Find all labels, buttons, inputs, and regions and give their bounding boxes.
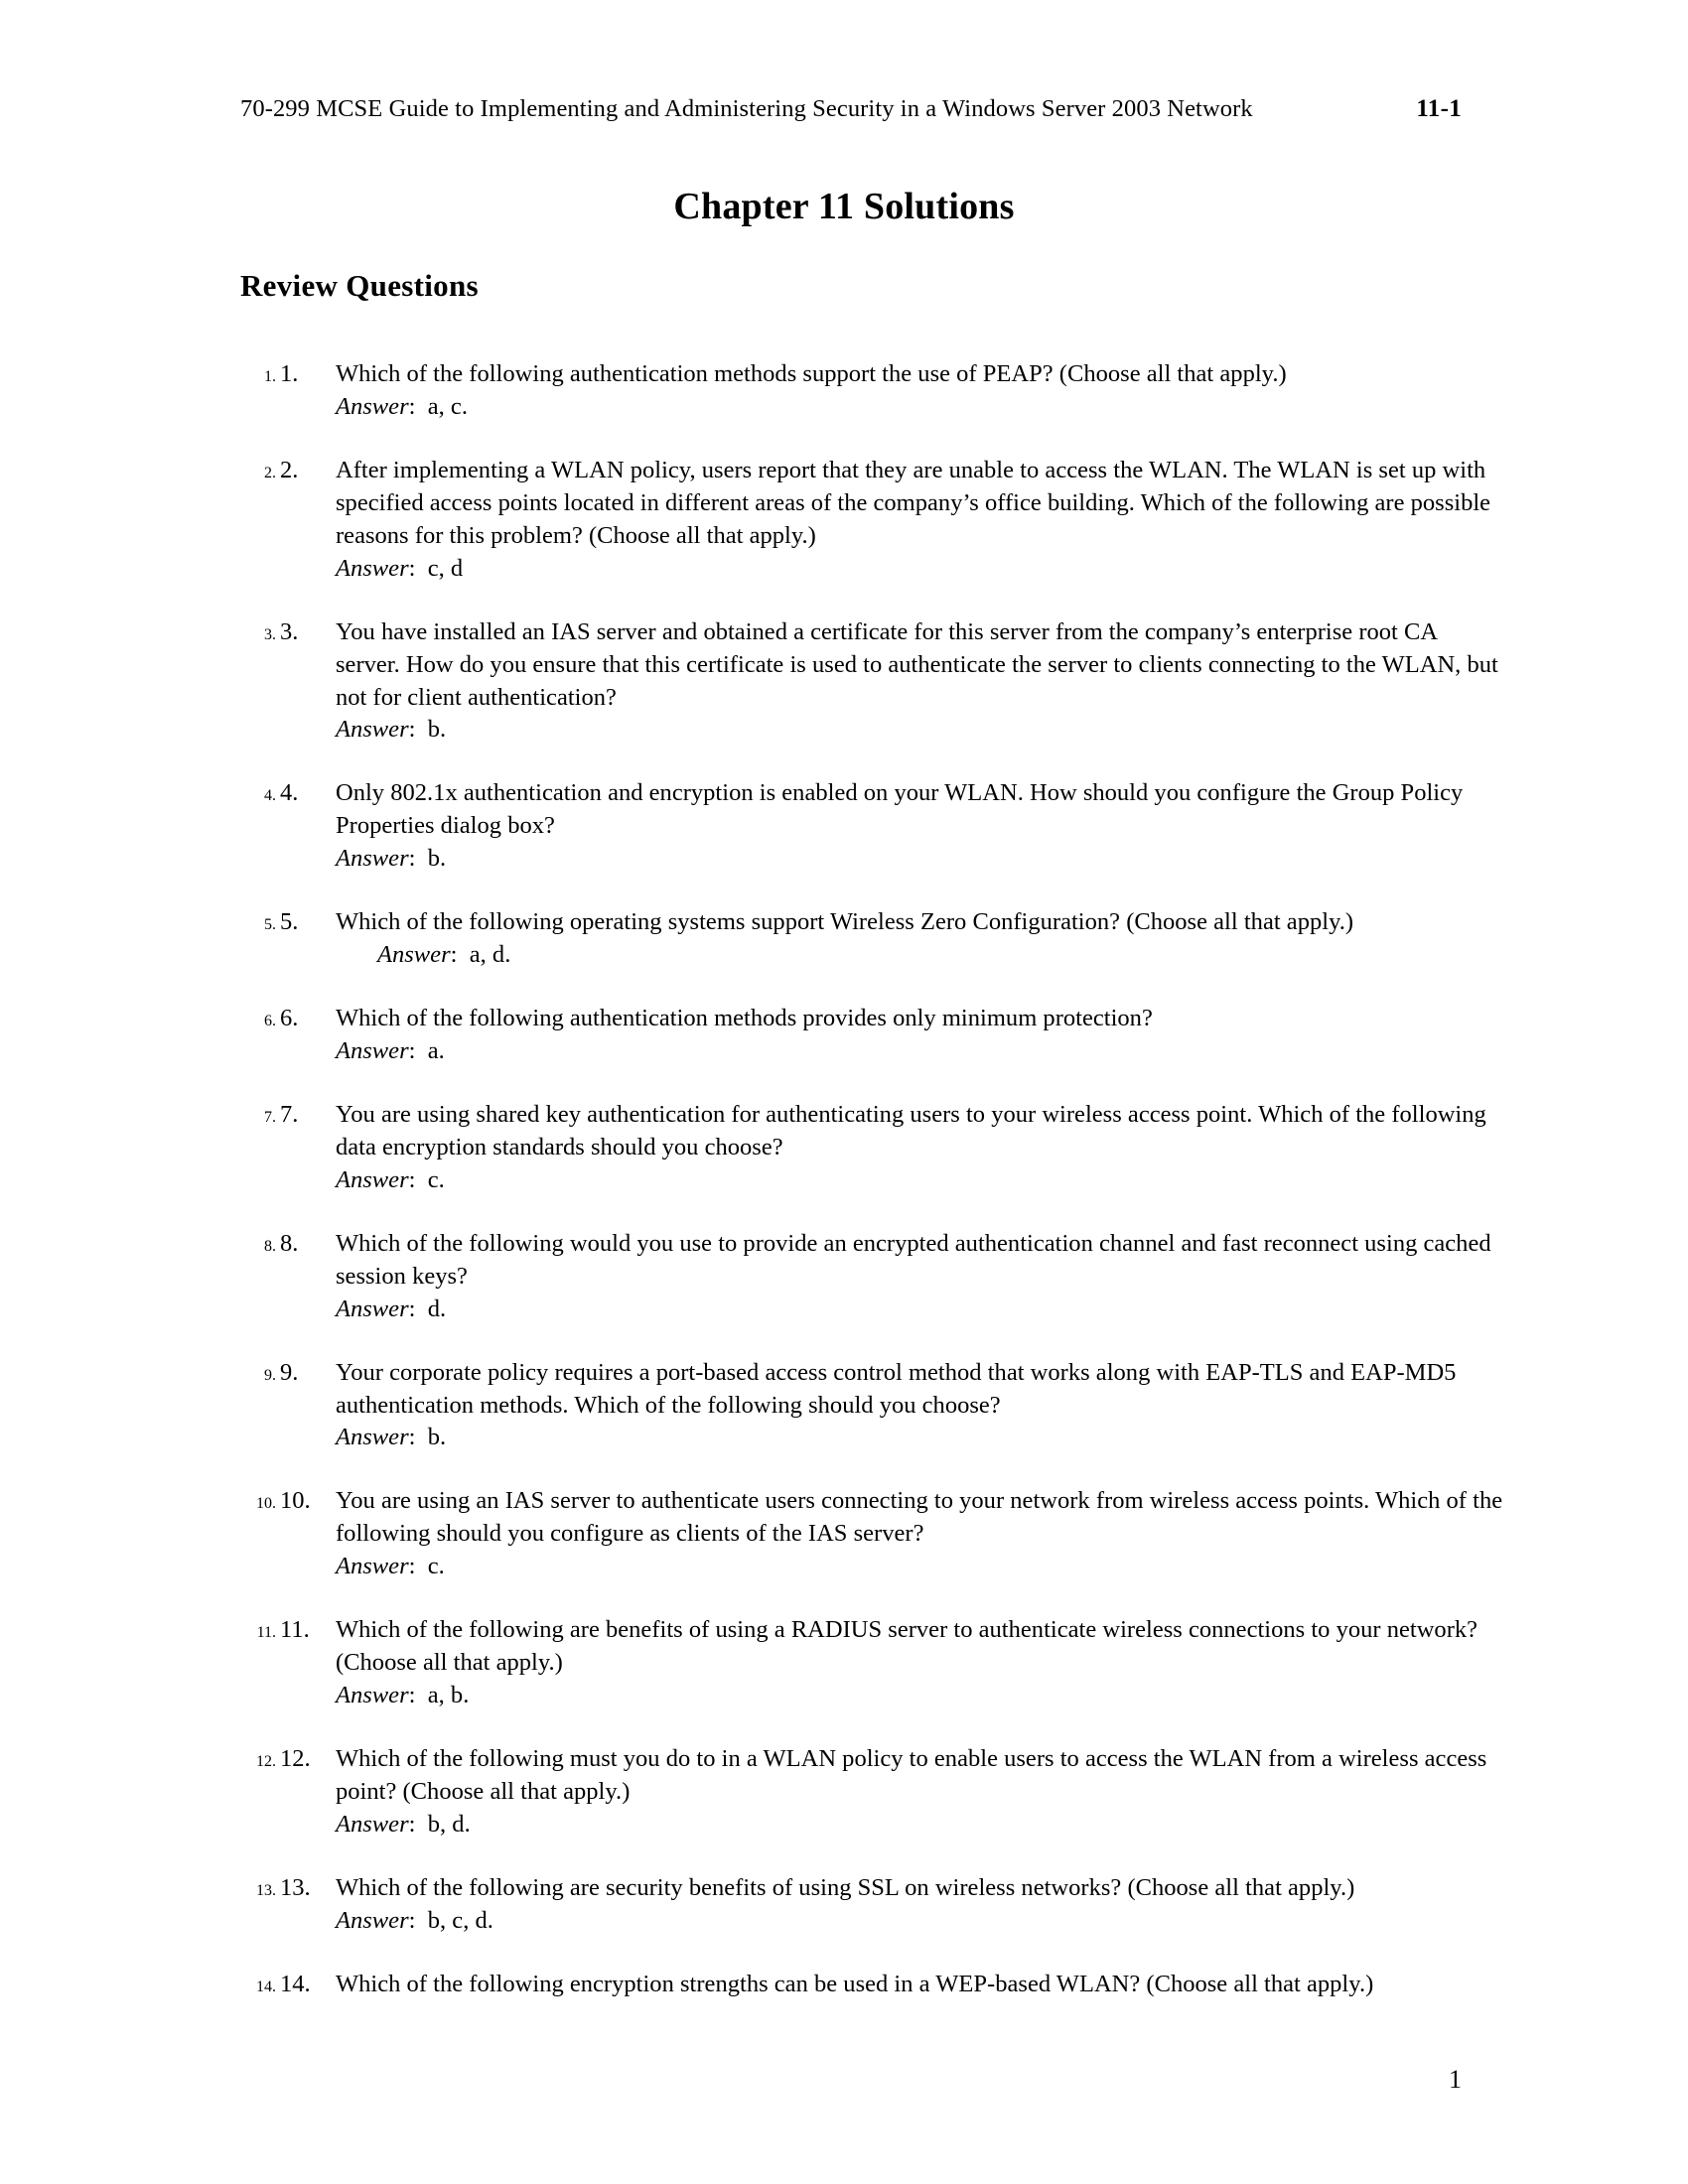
question-item (280, 1743, 1503, 1842)
question-number: 14. 14. (280, 1970, 311, 1997)
question-text: You have installed an IAS server and obtained a certificate for this server from the company’s enterprise root CA server. How do you ensure that this certificate is used to authenticate the server to clients connecting to the WLAN, but not for client authentication? (336, 617, 1498, 711)
answer-label: Answer (336, 1682, 409, 1709)
question-number: 13. 13. (280, 1873, 311, 1901)
question-text: Which of the following operating systems support Wireless Zero Configuration? (Choose all that apply.) (336, 908, 1354, 936)
answer-value: : c. (408, 1553, 445, 1580)
question-item (280, 1872, 1503, 1938)
question-item (280, 616, 1503, 748)
answer-label: Answer (377, 941, 451, 969)
question-text: Your corporate policy requires a port-based access control method that works along with EAP-TLS and EAP-MD5 authentication methods. Which of the following should you choose? (336, 1358, 1457, 1419)
question-number: 11. 11. (280, 1616, 310, 1644)
answer-line (336, 1551, 1503, 1583)
question-item (280, 1969, 1503, 2001)
answer-line (336, 1905, 1503, 1938)
question-text: After implementing a WLAN policy, users report that they are unable to access the WLAN. The WLAN is set up with specified access points located in different areas of the company’s office building. Which of the following are possible reasons for this problem? (Choose all that apply.) (336, 456, 1491, 549)
answer-value: : c, d (408, 554, 464, 582)
answer-value: : a, d. (450, 941, 511, 969)
question-number: 7. 7. (280, 1100, 299, 1128)
section-heading-review-questions: Review Questions (240, 268, 479, 303)
answer-value: : a. (408, 1037, 445, 1064)
question-item (280, 1099, 1503, 1197)
question-item (280, 906, 1503, 972)
question-item (280, 1228, 1503, 1326)
answer-label: Answer (336, 845, 409, 873)
question-text: Which of the following are security benefits of using SSL on wireless networks? (Choose all that apply.) (336, 1873, 1355, 1901)
answer-label: Answer (336, 1165, 409, 1193)
question-text: You are using an IAS server to authenticate users connecting to your network from wireless access points. Which of the following should you configure as clients of the IAS server? (336, 1487, 1503, 1548)
question-text: Which of the following would you use to provide an encrypted authentication channel and fast reconnect using cached session keys? (336, 1229, 1491, 1290)
question-item (280, 1485, 1503, 1583)
running-header-folio: 11-1 (1416, 95, 1462, 122)
page-title: Chapter 11 Solutions (673, 186, 1015, 227)
answer-value: : a, b. (408, 1682, 470, 1709)
answer-label: Answer (336, 554, 409, 582)
answer-line (336, 391, 1503, 424)
answer-label: Answer (336, 392, 409, 420)
question-number: 12. 12. (280, 1745, 311, 1772)
question-item (280, 358, 1503, 424)
question-text: You are using shared key authentication for authenticating users to your wireless access point. Which of the following data encryption standards should you choose? (336, 1100, 1486, 1160)
answer-value: : a, c. (408, 392, 468, 420)
running-header (240, 95, 1462, 123)
answer-line (336, 1294, 1503, 1326)
answer-line (336, 1680, 1503, 1712)
question-number: 1. 1. (280, 360, 299, 387)
question-number: 2. 2. (280, 456, 299, 483)
question-item (280, 1357, 1503, 1455)
answer-line (336, 1035, 1503, 1068)
answer-line (336, 1809, 1503, 1842)
question-item (280, 455, 1503, 586)
question-text: Which of the following authentication methods provides only minimum protection? (336, 1005, 1153, 1032)
answer-value: : b. (408, 716, 447, 744)
answer-label: Answer (336, 1810, 409, 1838)
answer-value: : c. (408, 1165, 445, 1193)
question-item (280, 1614, 1503, 1712)
answer-line (336, 714, 1503, 747)
question-number: 4. 4. (280, 779, 299, 807)
review-questions-list (240, 358, 1503, 2001)
running-header-title: 70-299 MCSE Guide to Implementing and Administering Security in a Windows Server 2003 Network (240, 95, 1253, 122)
answer-line (336, 1422, 1503, 1454)
question-number: 9. 9. (280, 1358, 299, 1386)
answer-value: : b. (408, 1424, 447, 1451)
answer-line (336, 939, 1503, 972)
question-text: Which of the following must you do to in a WLAN policy to enable users to access the WLAN from a wireless access point? (Choose all that apply.) (336, 1745, 1487, 1805)
answer-label: Answer (336, 1424, 409, 1451)
answer-line (336, 553, 1503, 586)
answer-label: Answer (336, 1553, 409, 1580)
answer-label: Answer (336, 1037, 409, 1064)
question-text: Only 802.1x authentication and encryption is enabled on your WLAN. How should you configure the Group Policy Properties dialog box? (336, 779, 1464, 840)
question-text: Which of the following are benefits of using a RADIUS server to authenticate wireless connections to your network? (Choose all that apply.) (336, 1616, 1478, 1677)
answer-value: : b, c, d. (408, 1906, 493, 1934)
answer-line (336, 1164, 1503, 1197)
question-text: Which of the following authentication methods support the use of PEAP? (Choose all that apply.) (336, 360, 1287, 387)
answer-label: Answer (336, 1906, 409, 1934)
question-item (280, 777, 1503, 876)
answer-value: : d. (408, 1295, 447, 1322)
answer-value: : b, d. (408, 1810, 471, 1838)
answer-line (336, 843, 1503, 876)
question-number: 6. 6. (280, 1005, 299, 1032)
question-text: Which of the following encryption strengths can be used in a WEP-based WLAN? (Choose all that apply.) (336, 1970, 1374, 1997)
question-item (280, 1003, 1503, 1068)
answer-value: : b. (408, 845, 447, 873)
answer-label: Answer (336, 716, 409, 744)
page-number: 1 (1449, 2065, 1462, 2094)
question-number: 10. 10. (280, 1487, 311, 1515)
question-number: 8. 8. (280, 1229, 299, 1257)
question-number: 3. 3. (280, 617, 299, 645)
question-number: 5. 5. (280, 908, 299, 936)
answer-label: Answer (336, 1295, 409, 1322)
